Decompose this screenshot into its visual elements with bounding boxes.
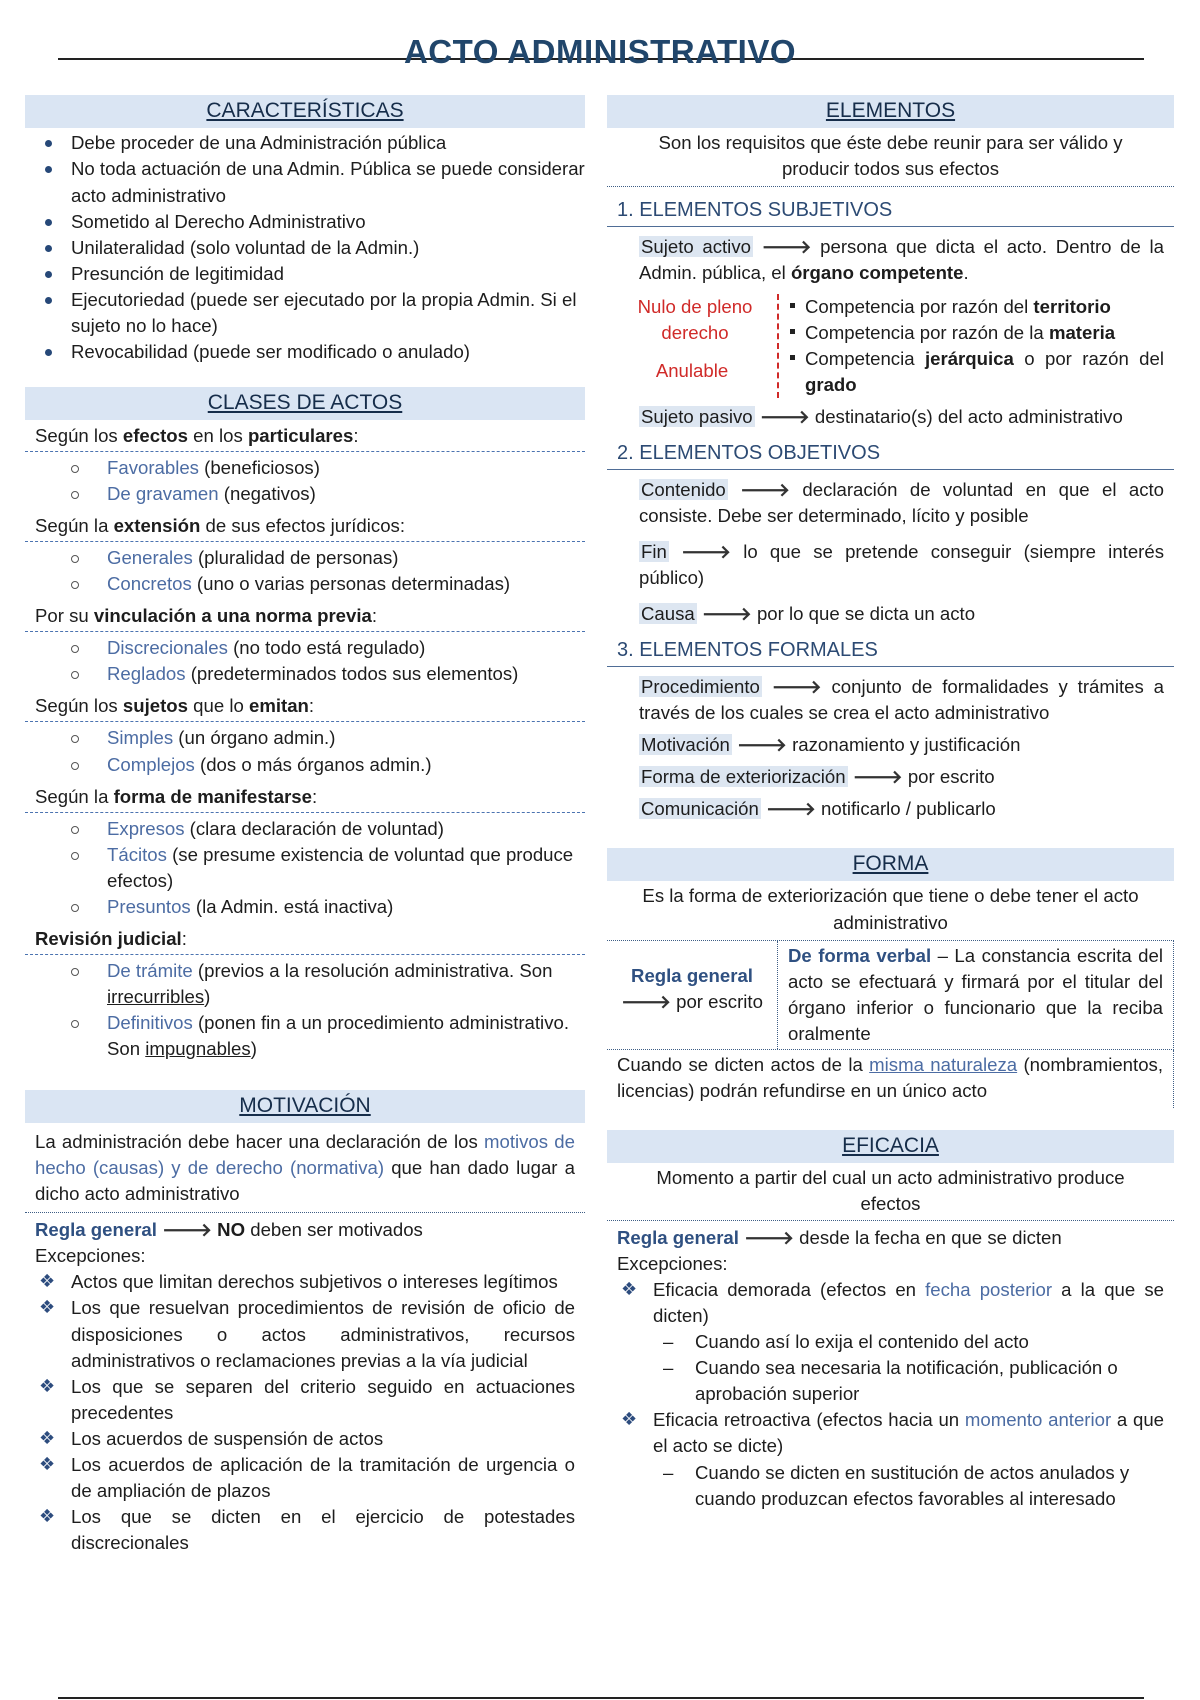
procedimiento-item: Procedimiento 🡒 conjunto de formalidades y trámites a través de los cuales se crea el acto administrativo xyxy=(639,675,1165,723)
list-item: – Cuando sea necesaria la notificación, publicación o aprobación superior xyxy=(607,1355,1164,1407)
forma-intro: Es la forma de exteriorización que tiene o debe tener el acto administrativo xyxy=(642,885,1139,933)
elementos-intro: Son los requisitos que éste debe reunir para ser válido y producir todos sus efectos xyxy=(607,128,1174,186)
comunicacion-item: Comunicación 🡒 notificarlo / publicarlo xyxy=(641,798,996,819)
forma-verbal: De forma verbal – La constancia escrita del acto se efectuará y firmará por el titular del órgano inferior o funcionario que la reciba oralmente xyxy=(788,944,1163,1044)
caracteristicas-heading: CARACTERÍSTICAS xyxy=(25,95,585,128)
fin-item: Fin 🡒 lo que se pretende conseguir (siempre interés público) xyxy=(639,540,1164,588)
causa-item: Causa 🡒 por lo que se dicta un acto xyxy=(641,602,976,624)
forma-box xyxy=(607,940,1174,1050)
list-item: De trámite (previos a la resolución administrativa. Son irrecurribles) xyxy=(25,958,585,1010)
list-item: Complejos (dos o más órganos admin.) xyxy=(25,752,585,778)
nulo-label: Nulo de pleno derecho xyxy=(637,295,753,343)
list-item: Generales (pluralidad de personas) xyxy=(25,545,585,571)
list-item: Competencia por razón de la materia xyxy=(787,320,1164,346)
list-item: Competencia jerárquica o por razón del grado xyxy=(787,346,1164,398)
eficacia-intro: Momento a partir del cual un acto administrativo produce efectos xyxy=(607,1163,1174,1221)
list-item: ❖ Los acuerdos de suspensión de actos xyxy=(25,1426,575,1452)
revision-list xyxy=(25,958,585,1062)
clases-heading: CLASES DE ACTOS xyxy=(25,387,585,420)
retroactiva-list xyxy=(607,1460,1174,1512)
list-item: No toda actuación de una Admin. Pública se puede considerar acto administrativo xyxy=(25,156,585,208)
bottom-rule xyxy=(58,1697,1144,1699)
list-item: ❖ Los acuerdos de aplicación de la tramitación de urgencia o de ampliación de plazos xyxy=(25,1452,575,1504)
clases-group-header: Según los sujetos que lo emitan: xyxy=(25,690,585,722)
clases-group-header: Según la extensión de sus efectos jurídicos: xyxy=(25,510,585,542)
clases-group-list xyxy=(25,725,585,777)
clases-group-header: Según los efectos en los particulares: xyxy=(25,420,585,452)
motivacion-intro: La administración debe hacer una declaración de los motivos de hecho (causas) y de derecho (normativa) que han dado lugar a dicho acto administrativo xyxy=(35,1131,575,1205)
list-item: – Cuando se dicten en sustitución de actos anulados y cuando produzcan efectos favorables al interesado xyxy=(607,1460,1164,1512)
clases-group-list xyxy=(25,455,585,507)
motivacion-heading: MOTIVACIÓN xyxy=(25,1090,585,1123)
list-item: Discrecionales (no todo está regulado) xyxy=(25,635,585,661)
left-column xyxy=(25,95,585,1556)
eficacia-excepciones-label: Excepciones: xyxy=(617,1253,728,1275)
list-item: Presuntos (la Admin. está inactiva) xyxy=(25,894,585,920)
list-item: Tácitos (se presume existencia de voluntad que produce efectos) xyxy=(25,842,585,894)
forma-cuando: Cuando se dicten actos de la misma naturaleza (nombramientos, licencias) podrán refundirse en un único acto xyxy=(607,1050,1174,1108)
anulable-label: Anulable xyxy=(655,359,729,381)
list-item: Presunción de legitimidad xyxy=(25,261,585,287)
contenido-item: Contenido 🡒 declaración de voluntad en que el acto consiste. Debe ser determinado, lícito y posible xyxy=(639,478,1164,526)
elementos-heading: ELEMENTOS xyxy=(607,95,1174,128)
motivacion-excepciones-label: Excepciones: xyxy=(35,1245,146,1267)
revision-header: Revisión judicial: xyxy=(25,923,585,955)
clases-group-list xyxy=(25,545,585,597)
motivacion-excepciones-list xyxy=(25,1269,585,1555)
list-item: Ejecutoriedad (puede ser ejecutado por la propia Admin. Si el sujeto no lo hace) xyxy=(25,287,585,339)
list-item: ❖ Los que se dicten en el ejercicio de potestades discrecionales xyxy=(25,1504,575,1556)
list-item: De gravamen (negativos) xyxy=(25,481,585,507)
page-title-text: ACTO ADMINISTRATIVO xyxy=(403,33,797,70)
list-item: Concretos (uno o varias personas determinadas) xyxy=(25,571,585,597)
demorada-list xyxy=(607,1329,1174,1407)
clases-group-header: Según la forma de manifestarse: xyxy=(25,781,585,813)
eficacia-heading: EFICACIA xyxy=(607,1130,1174,1163)
list-item: – Cuando así lo exija el contenido del acto xyxy=(607,1329,1164,1355)
list-item: ❖ Los que se separen del criterio seguido en actuaciones precedentes xyxy=(25,1374,575,1426)
clases-group-list xyxy=(25,816,585,920)
list-item: ❖ Eficacia demorada (efectos en fecha posterior a la que se dicten) xyxy=(607,1277,1164,1329)
page-title xyxy=(0,34,1200,70)
sujeto-activo: Sujeto activo 🡒 persona que dicta el acto. Dentro de la Admin. pública, el órgano competente. xyxy=(639,235,1164,283)
retroactiva-item xyxy=(607,1407,1174,1459)
competencia-list xyxy=(787,294,1164,398)
list-item: Competencia por razón del territorio xyxy=(787,294,1164,320)
motivacion-item: Motivación 🡒 razonamiento y justificación xyxy=(641,733,1021,755)
forma-heading: FORMA xyxy=(607,848,1174,881)
list-item: ❖ Los que resuelvan procedimientos de revisión de oficio de disposiciones o actos administrativos, recursos administrativos o reclamaciones previas a la vía judicial xyxy=(25,1295,575,1373)
forma-regla: Regla general 🡒 por escrito xyxy=(607,941,778,1049)
forma-exteriorizacion-item: Forma de exteriorización 🡒 por escrito xyxy=(641,765,995,787)
nulidad-labels xyxy=(607,294,777,398)
eficacia-excepciones-list xyxy=(607,1277,1174,1329)
list-item: Unilateralidad (solo voluntad de la Admin.) xyxy=(25,235,585,261)
elementos-objetivos-heading: 2. ELEMENTOS OBJETIVOS xyxy=(607,430,1174,470)
list-item: Revocabilidad (puede ser modificado o anulado) xyxy=(25,339,585,365)
list-item: Sometido al Derecho Administrativo xyxy=(25,209,585,235)
clases-group-list xyxy=(25,635,585,687)
competencia-list-wrap xyxy=(777,294,1174,398)
elementos-formales-heading: 3. ELEMENTOS FORMALES xyxy=(607,627,1174,667)
eficacia-regla: Regla general 🡒 desde la fecha en que se dicten xyxy=(617,1227,1062,1249)
clases-group-header: Por su vinculación a una norma previa: xyxy=(25,600,585,632)
elementos-subjetivos-heading: 1. ELEMENTOS SUBJETIVOS xyxy=(607,187,1174,227)
motivacion-regla: Regla general 🡒 NO deben ser motivados xyxy=(35,1219,423,1241)
list-item: Reglados (predeterminados todos sus elementos) xyxy=(25,661,585,687)
competencia-box xyxy=(607,294,1174,398)
list-item: ❖ Actos que limitan derechos subjetivos o intereses legítimos xyxy=(25,1269,575,1295)
list-item: Definitivos (ponen fin a un procedimiento administrativo. Son impugnables) xyxy=(25,1010,585,1062)
caracteristicas-list xyxy=(25,130,585,364)
list-item: Simples (un órgano admin.) xyxy=(25,725,585,751)
right-column xyxy=(607,95,1174,1512)
list-item: Favorables (beneficiosos) xyxy=(25,455,585,481)
sujeto-pasivo: Sujeto pasivo 🡒 destinatario(s) del acto administrativo xyxy=(641,405,1123,427)
list-item: Debe proceder de una Administración pública xyxy=(25,130,585,156)
list-item: ❖ Eficacia retroactiva (efectos hacia un momento anterior a que el acto se dicte) xyxy=(607,1407,1164,1459)
list-item: Expresos (clara declaración de voluntad) xyxy=(25,816,585,842)
